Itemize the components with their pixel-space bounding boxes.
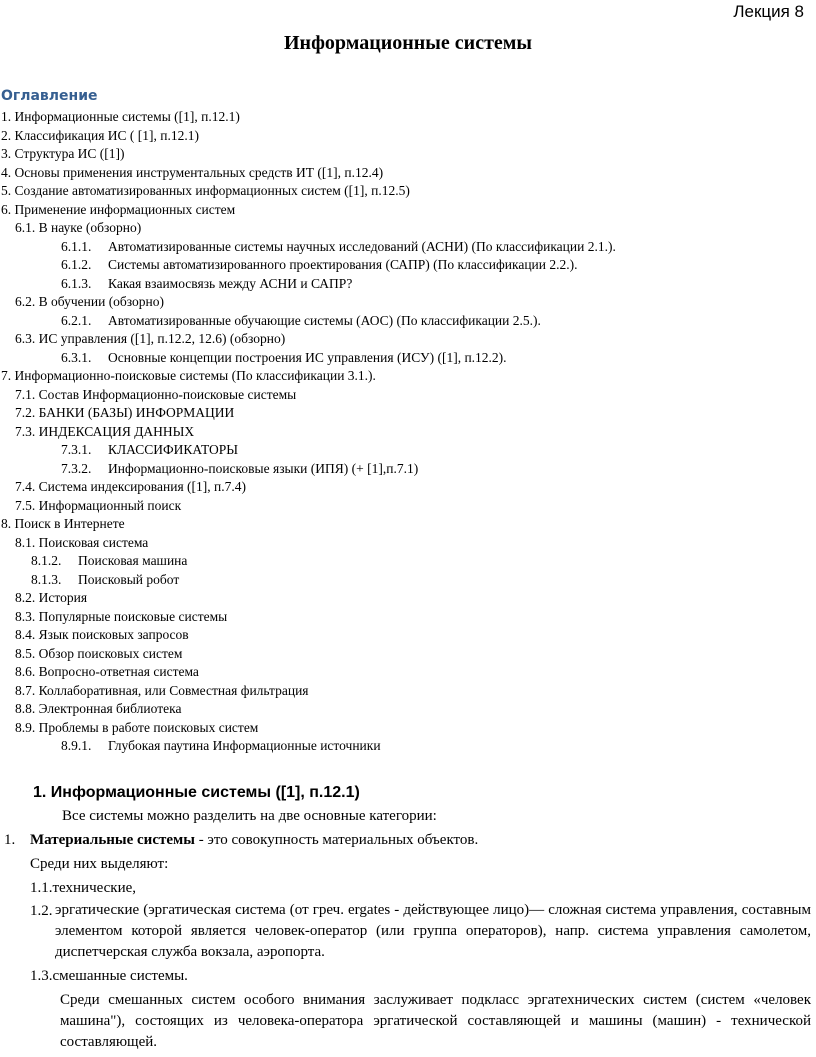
toc-entry-text: 8.3. Популярные поисковые системы [15, 608, 228, 624]
toc-entry[interactable] [0, 330, 816, 349]
toc-entry[interactable] [0, 367, 816, 386]
toc-entry-text: Поисковый робот [78, 571, 180, 587]
section-heading: 1. Информационные системы ([1], п.12.1) [33, 784, 360, 801]
toc-entry-text: 2. Классификация ИС ( [1], п.12.1) [1, 127, 200, 143]
intro-text: Все системы можно разделить на две основные категории: [62, 808, 437, 824]
toc-entry-text: 5. Создание автоматизированных информационных систем ([1], п.12.5) [1, 183, 410, 198]
toc-entry[interactable] [0, 201, 816, 220]
toc-entry-text: 8.7. Коллаборативная, или Совместная фильтрация [15, 682, 309, 698]
toc-entry[interactable] [0, 737, 816, 756]
lecture-label: Лекция 8 [733, 2, 804, 21]
toc-entry-text: Основные концепции построения ИС управления (ИСУ) ([1], п.12.2). [108, 349, 507, 365]
toc-entry-text: Автоматизированные обучающие системы (АОС) (По классификации 2.5.). [108, 312, 541, 328]
toc-entry[interactable] [0, 164, 816, 183]
toc-entry-number: 8.1.2. [31, 553, 62, 568]
toc-entry[interactable] [0, 460, 816, 479]
toc-entry-number: 6.2.1. [61, 312, 92, 328]
toc-entry[interactable] [0, 293, 816, 312]
toc-entry-text: 8.9. Проблемы в работе поисковых систем [15, 719, 259, 735]
toc-entry-number: 6.3.1. [61, 349, 92, 365]
toc-entry-number: 8.1.3. [31, 571, 62, 587]
toc-entry[interactable] [0, 441, 816, 460]
toc-entry-text: 6. Применение информационных систем [1, 201, 236, 217]
toc-entry[interactable] [0, 256, 816, 275]
toc-entry[interactable] [0, 645, 816, 664]
toc-entry-number: 6.1.3. [61, 275, 92, 291]
toc-entry[interactable] [0, 663, 816, 682]
toc-entry[interactable] [0, 312, 816, 331]
toc-entry-text: 8.5. Обзор поисковых систем [15, 645, 183, 661]
toc-heading: Оглавление [1, 88, 98, 104]
toc-entry[interactable] [0, 145, 816, 164]
sub-item-number: 1.1. [30, 880, 53, 896]
toc-entry-text: 8.8. Электронная библиотека [15, 701, 182, 716]
toc-entry-text: 3. Структура ИС ([1]) [1, 146, 125, 161]
toc-entry[interactable] [0, 108, 816, 127]
toc-entry-number: 7.3.2. [61, 460, 92, 476]
toc-entry[interactable] [0, 626, 816, 645]
toc-entry-number: 6.1.1. [61, 238, 92, 254]
toc-entry[interactable] [0, 552, 816, 571]
toc-entry-number: 8.9.1. [61, 738, 92, 753]
toc-entry-text: Системы автоматизированного проектирования (САПР) (По классификации 2.2.). [108, 257, 578, 272]
list-item-number: 1. [4, 832, 16, 848]
toc-entry-number: 6.1.2. [61, 257, 92, 272]
toc-entry-text: 8.1. Поисковая система [15, 534, 149, 550]
sub-item [30, 968, 188, 985]
toc-entry-text: КЛАССИФИКАТОРЫ [108, 442, 239, 457]
toc-entry-text: 8. Поиск в Интернете [1, 516, 125, 531]
toc-entry[interactable] [0, 589, 816, 608]
toc-entry[interactable] [0, 423, 816, 442]
toc-entry-text: Автоматизированные системы научных исследований (АСНИ) (По классификации 2.1.). [108, 238, 616, 254]
toc-entry[interactable] [0, 608, 816, 627]
toc-entry-text: 7.3. ИНДЕКСАЦИЯ ДАННЫХ [15, 423, 195, 439]
toc-entry-text: 8.6. Вопросно-ответная система [15, 664, 199, 679]
toc-entry[interactable] [0, 275, 816, 294]
sub-item [30, 880, 136, 897]
toc-entry-number: 7.3.1. [61, 442, 92, 457]
toc-entry-text: Какая взаимосвязь между АСНИ и САПР? [108, 275, 353, 291]
toc-entry[interactable] [0, 404, 816, 423]
toc-entry[interactable] [0, 386, 816, 405]
toc-entry-text: 7.1. Состав Информационно-поисковые системы [15, 386, 297, 402]
toc-entry-text: 8.4. Язык поисковых запросов [15, 627, 189, 642]
toc-entry[interactable] [0, 497, 816, 516]
term-bold: Материальные системы [30, 832, 195, 848]
toc-entry[interactable] [0, 682, 816, 701]
toc-entry-text: 7. Информационно-поисковые системы (По классификации 3.1.). [1, 368, 376, 383]
toc-entry-text: 7.5. Информационный поиск [15, 497, 182, 513]
toc-entry-text: 1. Информационные системы ([1], п.12.1) [1, 109, 240, 124]
toc-entry-text: 6.3. ИС управления ([1], п.12.2, 12.6) (обзорно) [15, 331, 286, 346]
toc-entry-text: Информационно-поисковые языки (ИПЯ) (+ [1],п.7.1) [108, 460, 419, 476]
sub-item-number: 1.3. [30, 968, 53, 984]
table-of-contents [0, 108, 816, 756]
toc-entry-text: Поисковая машина [78, 553, 188, 568]
term-definition: - это совокупность материальных объектов. [194, 832, 479, 848]
sub-item-text: смешанные системы. [52, 968, 188, 984]
toc-entry[interactable] [0, 719, 816, 738]
toc-entry[interactable] [0, 534, 816, 553]
toc-entry[interactable] [0, 478, 816, 497]
document-title: Информационные системы [283, 32, 533, 54]
toc-entry[interactable] [0, 182, 816, 201]
toc-entry[interactable] [0, 571, 816, 590]
toc-entry-text: 6.1. В науке (обзорно) [15, 220, 142, 235]
sub-item-text: эргатические (эргатическая система (от греч. ergates - действующее лицо)— сложная система управления, составным элементом которой является человек-оператор (или группа операторов), напр. система управления самолетом, диспетчерская служба вокзала, аэропорта. [55, 902, 811, 960]
toc-entry[interactable] [0, 127, 816, 146]
toc-entry-text: 7.2. БАНКИ (БАЗЫ) ИНФОРМАЦИИ [15, 405, 235, 420]
toc-entry[interactable] [0, 515, 816, 534]
toc-entry[interactable] [0, 349, 816, 368]
toc-entry[interactable] [0, 238, 816, 257]
toc-entry-text: Глубокая паутина Информационные источники [108, 738, 381, 753]
toc-entry-text: 7.4. Система индексирования ([1], п.7.4) [15, 479, 246, 494]
sub-item-text: технические, [52, 880, 137, 896]
toc-entry-text: 6.2. В обучении (обзорно) [15, 294, 165, 309]
toc-entry-text: 8.2. История [15, 590, 88, 605]
toc-entry[interactable] [0, 219, 816, 238]
toc-entry[interactable] [0, 700, 816, 719]
sub-item-number: 1.2. [30, 903, 53, 919]
among-text: Среди них выделяют: [30, 856, 169, 872]
list-item [30, 832, 478, 849]
toc-entry-text: 4. Основы применения инструментальных средств ИТ ([1], п.12.4) [1, 164, 384, 180]
mixed-systems-paragraph: Среди смешанных систем особого внимания заслуживает подкласс эргатехнических систем (систем «человек машина"), состоящих из человека-оператора эргатической составляющей и машины (машин) - технической составляющей. [60, 992, 811, 1050]
